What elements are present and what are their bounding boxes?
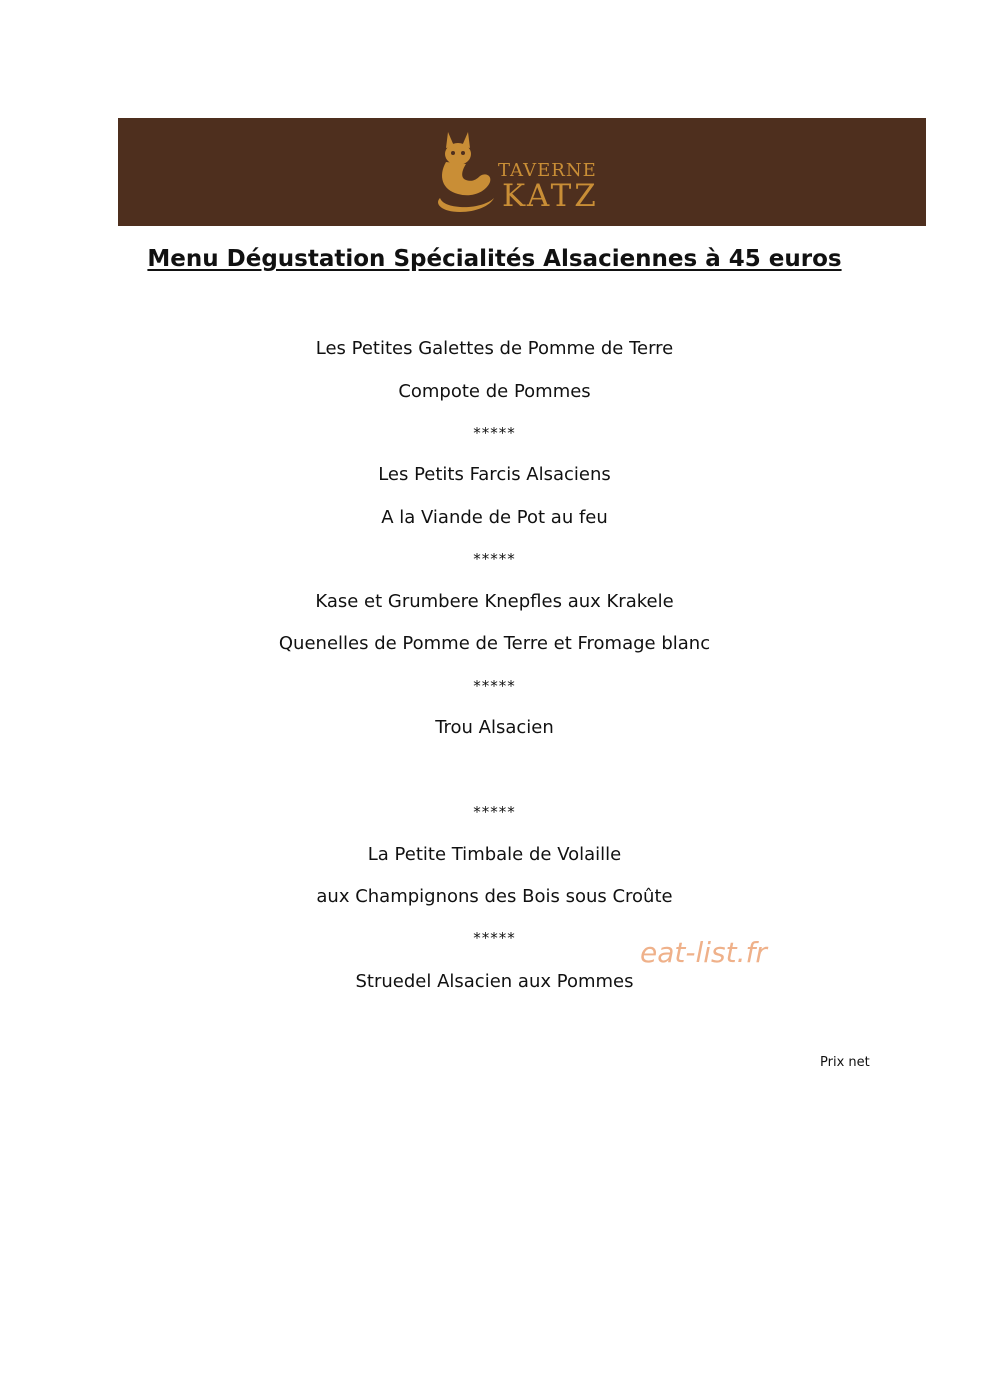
menu-separator: ***** [473, 424, 516, 442]
menu-line: Compote de Pommes [398, 381, 591, 402]
menu-line: Les Petits Farcis Alsaciens [378, 464, 611, 485]
restaurant-logo [432, 128, 612, 218]
menu-separator: ***** [473, 803, 516, 821]
price-note: Prix net [820, 1055, 870, 1070]
menu-separator: ***** [473, 550, 516, 568]
logo-text-katz: KATZ [502, 178, 599, 214]
menu-line: A la Viande de Pot au feu [381, 507, 608, 528]
menu-title: Menu Dégustation Spécialités Alsaciennes à 45 euros [147, 246, 842, 272]
menu-separator: ***** [473, 677, 516, 695]
watermark: eat-list.fr [640, 936, 767, 969]
menu-line: Les Petites Galettes de Pomme de Terre [315, 338, 674, 359]
menu-line: Quenelles de Pomme de Terre et Fromage blanc [278, 633, 711, 654]
menu-line: La Petite Timbale de Volaille [367, 844, 622, 865]
menu-line: Trou Alsacien [435, 717, 554, 738]
menu-line: Struedel Alsacien aux Pommes [355, 971, 634, 992]
cat-logo-icon [432, 128, 498, 218]
menu-line: aux Champignons des Bois sous Croûte [316, 886, 673, 907]
menu-line: Kase et Grumbere Knepfles aux Krakele [315, 591, 674, 612]
menu-separator: ***** [473, 929, 516, 947]
logo-text-taverne: TAVERNE [498, 160, 597, 181]
